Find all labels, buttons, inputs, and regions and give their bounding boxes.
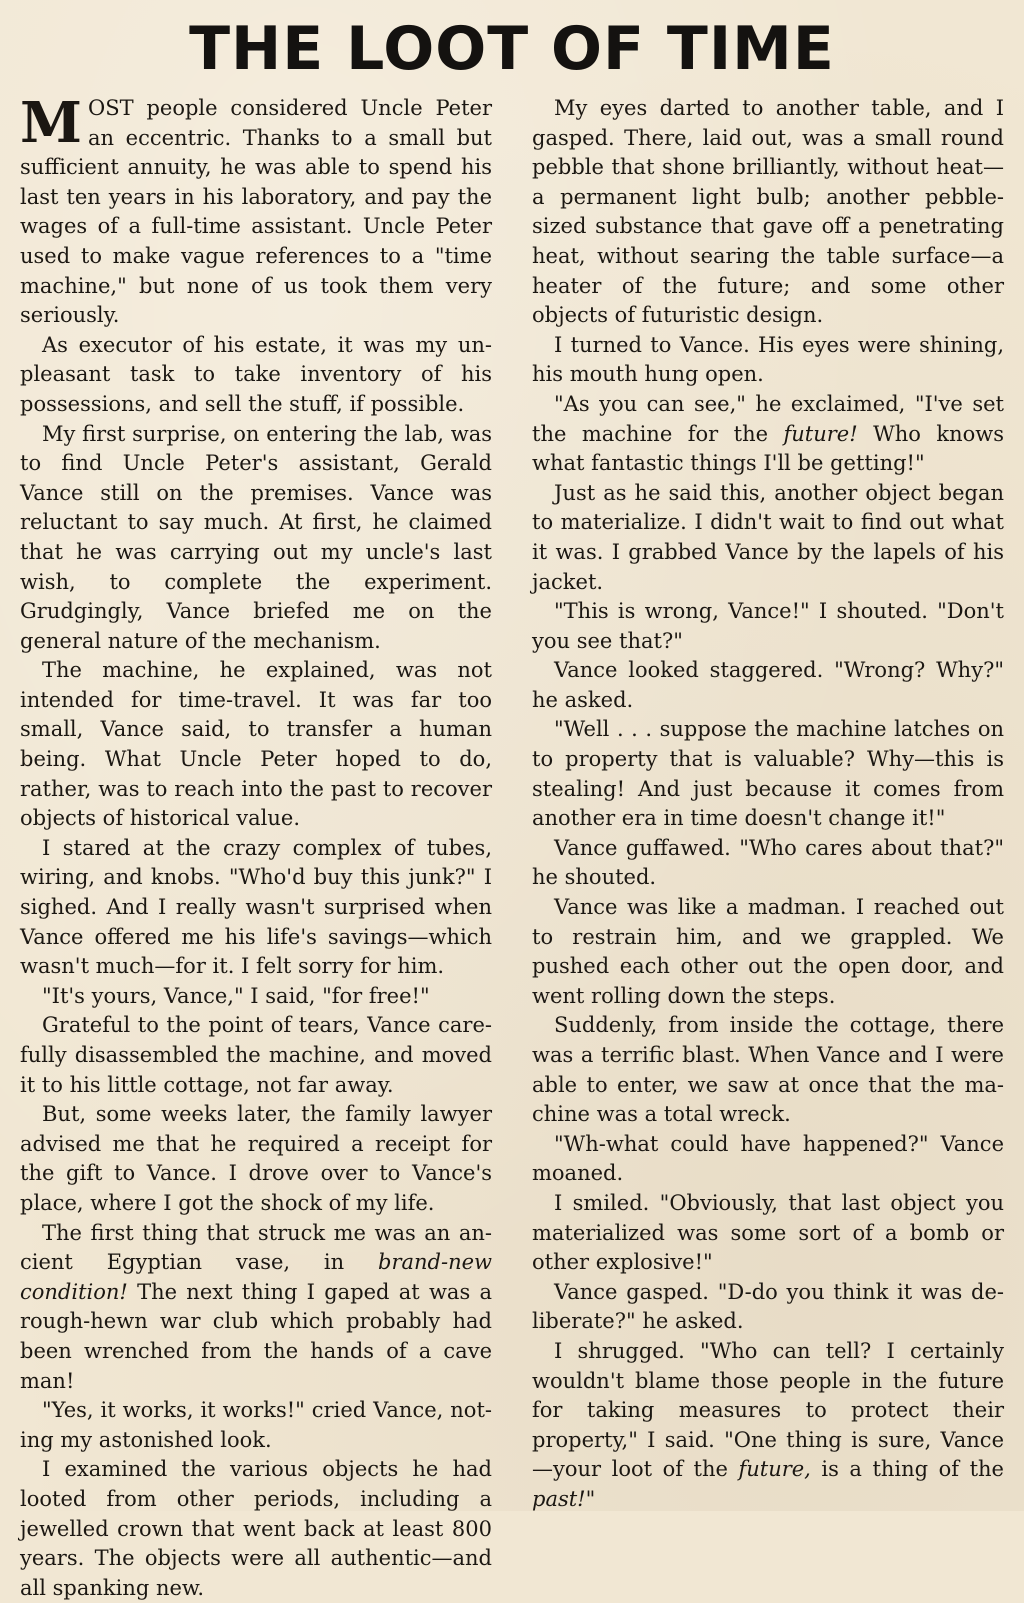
paragraph-text: The first thing that struck me was an ancient Egyptian vase, in (20, 1220, 492, 1275)
paragraph-text: I shrugged. "Who can tell? I certainly wouldn't blame those people in the future for taking measures to protect their property," I said. "One thing is sure, Vance—your loot of the (532, 1338, 1004, 1482)
paragraph (532, 1337, 1004, 1515)
paragraph-text: "As you can see," he exclaimed, "I've set the machine for the (532, 391, 1004, 446)
paragraph (20, 90, 492, 331)
left-column (20, 90, 492, 1603)
paragraph: As executor of his estate, it was my unpleasant task to take inventory of his possessions, and sell the stuff, if possible. (20, 332, 492, 416)
paragraph: I turned to Vance. His eyes were shining, his mouth hung open. (532, 332, 1004, 387)
paragraph-text: The next thing I gaped at was a rough-hewn war club which probably had been wrenched from the hands of a cave man! (20, 1279, 492, 1393)
paragraph-text: Who knows what fantastic things I'll be getting!" (532, 421, 1005, 476)
paragraph: Just as he said this, another object began to materialize. I didn't wait to find out what it was. I grabbed Vance by the lapels of his jacket. (532, 480, 1004, 594)
paragraph: I examined the various objects he had looted from other periods, including a jewelled crown that went back at least 800 years. The objects were all authentic—and all spanking new. (20, 1457, 492, 1600)
paragraph: My first surprise, on entering the lab, was to find Uncle Peter's assistant, Gerald Vance still on the premises. Vance was reluctant to say much. At first, he claimed that he was carrying out my uncle's last wish, to complete the experiment. Grudgingly, Vance briefed me on the general nature of the mechanism. (20, 421, 492, 653)
paragraph: I stared at the crazy complex of tubes, wiring, and knobs. "Who'd buy this junk?" I sighed. And I really wasn't surprised when Vance offered me his life's savings—which wasn't much—for it. I felt sorry for him. (20, 835, 492, 979)
paragraph: I smiled. "Obviously, that last object you materialized was some sort of a bomb or other explosive!" (532, 1190, 1004, 1275)
paragraph-text: people considered Uncle Peter an eccentric. Thanks to a small but sufficient annuity, he was able to spend his last ten years in his laboratory, and pay the wages of a full-time assistant. Uncle Peter used to make vague references to a "time machine," but none of us took them very seriously. (20, 96, 492, 328)
text-columns (20, 90, 1005, 1603)
paragraph: Vance gasped. "D-do you think it was deliberate?" he asked. (532, 1279, 1004, 1334)
paragraph: Vance looked staggered. "Wrong? Why?" he asked. (532, 658, 1004, 712)
paragraph (20, 1219, 492, 1397)
paragraph: "This is wrong, Vance!" I shouted. "Don't you see that?" (532, 599, 1004, 653)
drop-cap: M (20, 90, 82, 156)
story-title: THE LOOT OF TIME (189, 14, 835, 84)
paragraph: Grateful to the point of tears, Vance carefully disassembled the machine, and moved it to his little cottage, not far away. (20, 1013, 492, 1097)
italic-phrase: past! (532, 1486, 586, 1511)
paragraph: Suddenly, from inside the cottage, there was a terrific blast. When Vance and I were able to enter, we saw at once that the machine was a total wreck. (532, 1013, 1004, 1127)
paragraph: Vance was like a madman. I reached out to restrain him, and we grappled. We pushed each other out the open door, and went rolling down the steps. (532, 895, 1004, 1008)
paragraph: The machine, he explained, was not intended for time-travel. It was far too small, Vance said, to transfer a human being. What Uncle Peter hoped to do, rather, was to reach into the past to recover objects of historical value. (20, 658, 492, 831)
paragraph-text: is a thing of the (810, 1457, 1004, 1482)
paragraph: "Yes, it works, it works!" cried Vance, noting my astonished look. (20, 1398, 492, 1452)
italic-phrase: brand-new condition! (20, 1250, 492, 1304)
paragraph (532, 390, 1004, 479)
paragraph-text: " (585, 1486, 596, 1511)
right-column (532, 94, 1004, 1603)
paragraph: My eyes darted to another table, and I gasped. There, laid out, was a small round pebble that shone brilliantly, without heat—a permanent light bulb; another pebble-sized substance that gave off a penetrating heat, without searing the table surface—a heater of the future; and some other objects of futuristic design. (532, 96, 1004, 328)
paragraph: But, some weeks later, the family lawyer advised me that he required a receipt for the gift to Vance. I drove over to Vance's place, where I got the shock of my life. (20, 1102, 492, 1215)
paragraph: "Well . . . suppose the machine latches on to property that is valuable? Why—this is stealing! And just because it comes from another era in time doesn't change it!" (532, 717, 1004, 831)
paragraph: Vance guffawed. "Who cares about that?" he shouted. (532, 835, 1004, 890)
italic-phrase: future! (783, 421, 858, 446)
italic-phrase: future, (738, 1457, 811, 1482)
paragraph: "Wh-what could have happened?" Vance moaned. (532, 1131, 1004, 1186)
paragraph: "It's yours, Vance," I said, "for free!" (42, 983, 430, 1008)
lead-caps: OST (88, 96, 134, 120)
